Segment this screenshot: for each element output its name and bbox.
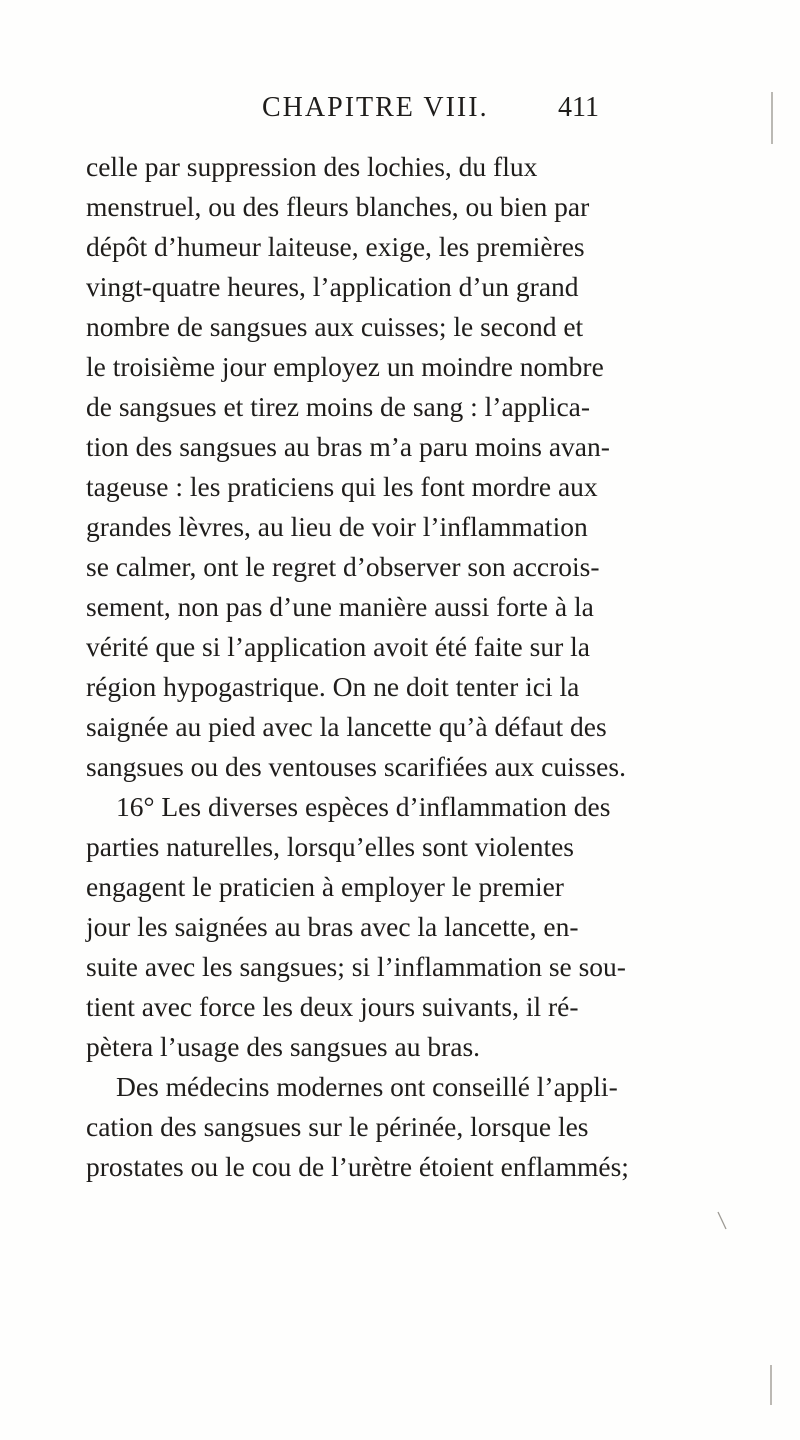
text-line: vérité que si l’application avoit été faite sur la [86, 631, 590, 662]
text-line: tageuse : les praticiens qui les font mordre aux [86, 471, 598, 502]
text-line: sement, non pas d’une manière aussi forte à la [86, 591, 594, 622]
page-header [262, 92, 800, 140]
text-line: le troisième jour employez un moindre nombre [86, 351, 604, 382]
text-line: prostates ou le cou de l’urètre étoient enflammés; [86, 1151, 629, 1182]
text-line: celle par suppression des lochies, du flux [86, 151, 538, 182]
text-line: menstruel, ou des fleurs blanches, ou bien par [86, 191, 590, 222]
text-line: parties naturelles, lorsqu’elles sont violentes [86, 831, 575, 862]
text-line: saignée au pied avec la lancette qu’à défaut des [86, 711, 607, 742]
text-line: engagent le praticien à employer le premier [86, 871, 564, 902]
text-line: nombre de sangsues aux cuisses; le second et [86, 311, 584, 342]
text-line: 16° Les diverses espèces d’inflammation des [116, 791, 611, 822]
margin-shadow [771, 92, 773, 144]
text-line: tion des sangsues au bras m’a paru moins avan- [86, 431, 610, 462]
text-line: tient avec force les deux jours suivants, il ré- [86, 991, 579, 1022]
text-line: sangsues ou des ventouses scarifiées aux cuisses. [86, 751, 626, 782]
text-line: de sangsues et tirez moins de sang : l’applica- [86, 391, 591, 422]
text-line: jour les saignées au bras avec la lancette, en- [86, 911, 579, 942]
running-head: CHAPITRE VIII. [262, 92, 489, 123]
text-line: région hypogastrique. On ne doit tenter ici la [86, 671, 580, 702]
ink-spot-mark [715, 1210, 731, 1232]
text-line: se calmer, ont le regret d’observer son accrois- [86, 551, 600, 582]
page-number: 411 [558, 92, 599, 123]
text-line: cation des sangsues sur le périnée, lorsque les [86, 1111, 589, 1142]
text-line: pètera l’usage des sangsues au bras. [86, 1031, 481, 1062]
text-line: dépôt d’humeur laiteuse, exige, les premières [86, 231, 585, 262]
text-line: vingt-quatre heures, l’application d’un grand [86, 271, 579, 302]
page-fold-mark [770, 1365, 776, 1405]
text-line: grandes lèvres, au lieu de voir l’inflammation [86, 511, 588, 542]
text-line: suite avec les sangsues; si l’inflammation se sou- [86, 951, 626, 982]
text-line: Des médecins modernes ont conseillé l’appli- [116, 1071, 618, 1102]
